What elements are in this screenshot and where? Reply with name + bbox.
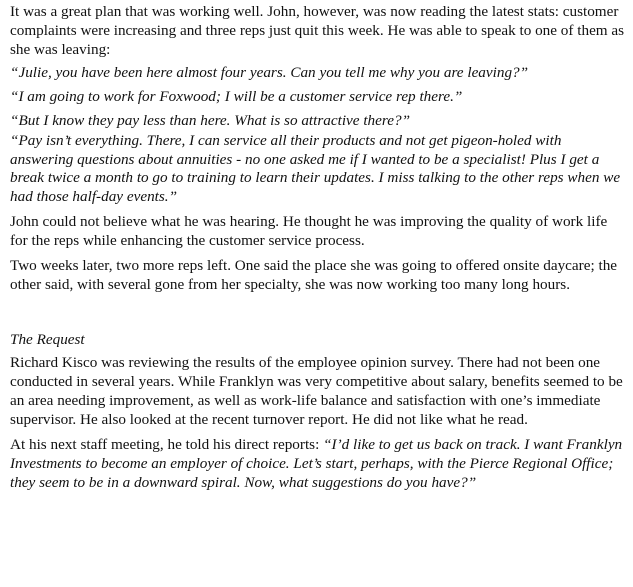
staff-meeting-lead: At his next staff meeting, he told his direct reports: <box>10 436 324 453</box>
staff-meeting-quote: “I’d like to get us back on track. I want Franklyn Investments to become an employer of choice. Let’s start, perhaps, with the Pierce Regional Office; they seem to be in a downward spiral. Now, what suggestions do you have?” <box>10 436 623 491</box>
richard-paragraph: Richard Kisco was reviewing the results of the employee opinion survey. There had not been one conducted in several years. While Franklyn was very competitive about salary, benefits seemed to be an area needing improvement, as well as work-life balance and satisfaction with one’s immediate supervisor. He also looked at the recent turnover report. He did not like what he read. <box>10 354 623 428</box>
document-page <box>10 2 628 492</box>
quote-pay-answer: “Pay isn’t everything. There, I can service all their products and not get pigeon-holed with answering questions about annuities - no one asked me if I wanted to be a specialist! Plus I get a break twice a month to go to training to learn their updates. I miss talking to the other reps when we had those half-day events.” <box>10 132 621 205</box>
quote-pay-question: “But I know they pay less than here. What is so attractive there?” <box>10 112 411 129</box>
two-weeks-paragraph: Two weeks later, two more reps left. One said the place she was going to offered onsite daycare; the other said, with several gone from her specialty, she was now working too many long hours. <box>10 257 618 293</box>
quote-julie-question: “Julie, you have been here almost four years. Can you tell me why you are leaving?” <box>10 64 529 81</box>
staff-meeting-paragraph <box>10 435 628 492</box>
john-reaction-paragraph: John could not believe what he was hearing. He thought he was improving the quality of work life for the reps while enhancing the customer service process. <box>10 213 608 249</box>
section-heading: The Request <box>10 331 85 348</box>
intro-paragraph: It was a great plan that was working well. John, however, was now reading the latest stats: customer complaints were increasing and three reps just quit this week. He was able to speak to one of them as she was leaving: <box>10 3 625 58</box>
quote-foxwood-answer: “I am going to work for Foxwood; I will be a customer service rep there.” <box>10 88 463 105</box>
